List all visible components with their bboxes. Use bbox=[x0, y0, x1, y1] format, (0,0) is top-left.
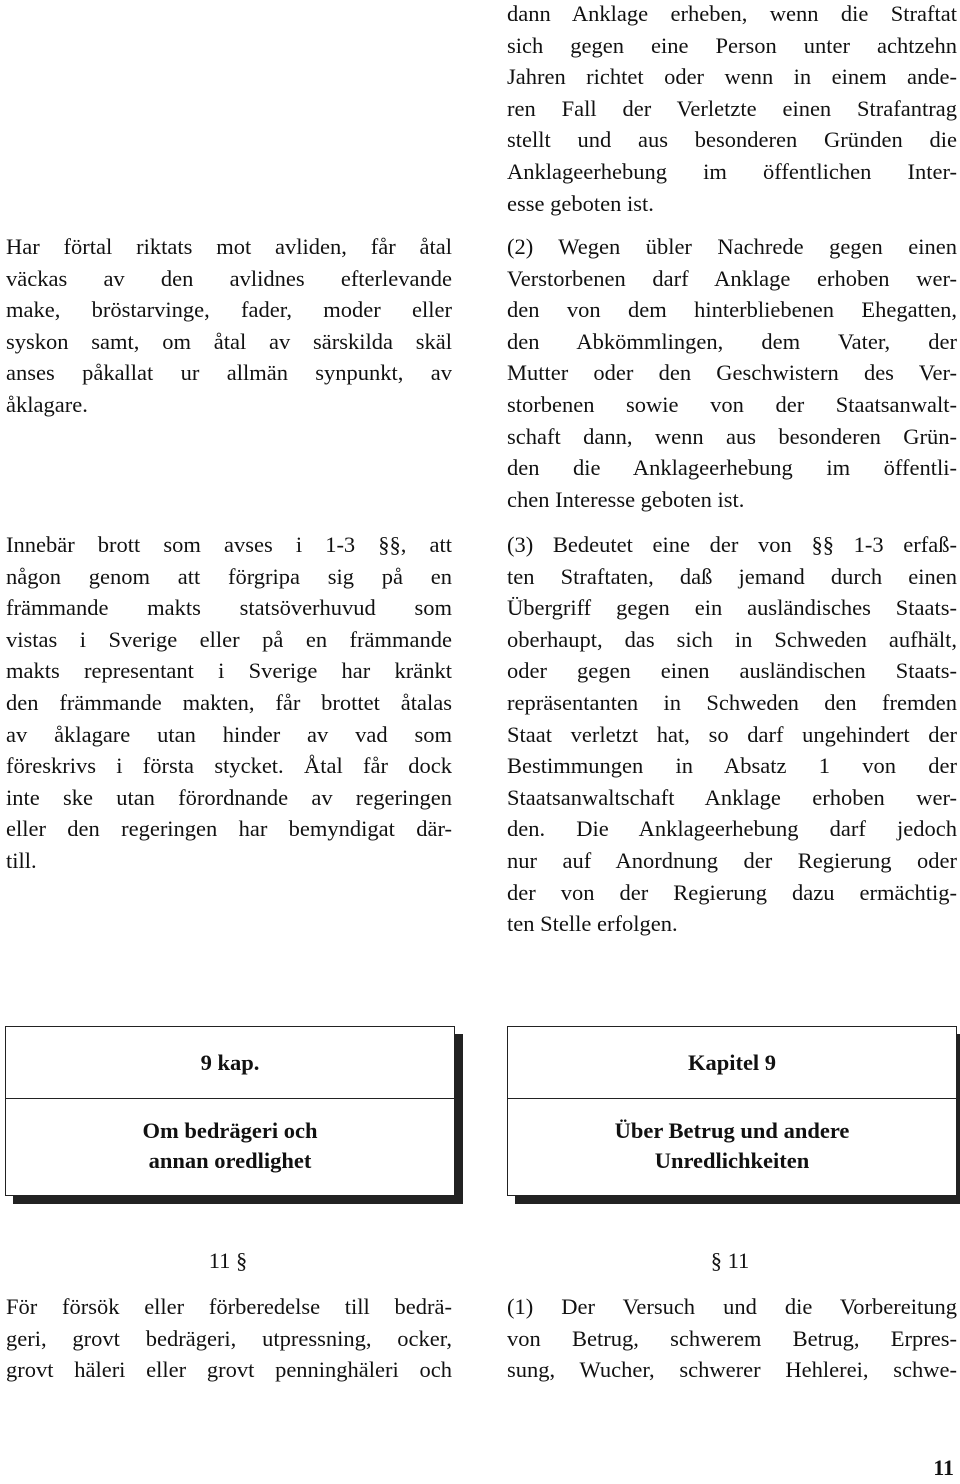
text-line: Anklageerhebung im öffentlichen Inter- bbox=[507, 158, 957, 184]
text-line: Jahren richtet oder wenn in einem ande- bbox=[507, 64, 957, 90]
text-line: vistas i Sverige eller på en främmande bbox=[6, 626, 452, 652]
text-line: åklagare. bbox=[6, 391, 88, 417]
text-line: någon genom att förgripa sig på en bbox=[6, 563, 452, 589]
text-line: sich gegen eine Person unter achtzehn bbox=[507, 32, 957, 58]
text-line: makts representant i Sverige har kränkt bbox=[6, 658, 452, 684]
text-line: ten Straftaten, daß jemand durch einen bbox=[507, 563, 957, 589]
text-line: syskon samt, om åtal av särskilda skäl bbox=[6, 328, 452, 354]
text-line: eller den regeringen har bemyndigat där- bbox=[6, 816, 452, 842]
text-line: av åklagare utan hinder av vad som bbox=[6, 721, 452, 747]
text-line: den die Anklageerhebung im öffentli- bbox=[507, 455, 957, 481]
paragraph-de-3 bbox=[507, 529, 957, 940]
text-line: Mutter oder den Geschwistern des Ver- bbox=[507, 360, 957, 386]
text-line: den von dem hinterbliebenen Ehegatten, bbox=[507, 297, 957, 323]
paragraph-de-2 bbox=[507, 231, 957, 515]
text-line: repräsentanten in Schweden den fremden bbox=[507, 689, 957, 715]
text-line: chen Interesse geboten ist. bbox=[507, 486, 745, 512]
text-line: oder gegen einen ausländischen Staats- bbox=[507, 658, 957, 684]
text-line: esse geboten ist. bbox=[507, 190, 654, 216]
text-line: För försök eller förberedelse till bedrä- bbox=[6, 1294, 452, 1319]
text-line: den Abkömmlingen, dem Vater, der bbox=[507, 328, 957, 354]
text-line: Staatsanwaltschaft Anklage erhoben wer- bbox=[507, 784, 957, 810]
text-line: inte ske utan förordnande av regeringen bbox=[6, 784, 452, 810]
text-line: den främmande makten, får brottet åtalas bbox=[6, 689, 452, 715]
text-line: (3) Bedeutet eine der von §§ 1-3 erfaß- bbox=[507, 532, 957, 557]
text-line: Bestimmungen in Absatz 1 von der bbox=[507, 753, 957, 779]
chapter-title-line: Om bedrägeri och bbox=[142, 1118, 318, 1143]
section-heading-de: § 11 bbox=[710, 1248, 750, 1273]
text-line: dann Anklage erheben, wenn die Straftat bbox=[507, 1, 957, 26]
continuation-paragraph-de bbox=[507, 0, 957, 219]
section-paragraph-de bbox=[507, 1291, 957, 1386]
text-line: Verstorbenen darf Anklage erhoben wer- bbox=[507, 265, 957, 291]
text-line: Staat verletzt hat, so darf ungehindert der bbox=[507, 721, 957, 747]
text-line: grovt häleri eller grovt penninghäleri och bbox=[6, 1357, 452, 1383]
chapter-box-sv bbox=[5, 1026, 455, 1196]
chapter-title bbox=[6, 1099, 454, 1193]
text-line: oberhaupt, das sich in Schweden aufhält, bbox=[507, 626, 957, 652]
page-number: 11 bbox=[933, 1455, 954, 1480]
text-line: till. bbox=[6, 847, 37, 873]
chapter-title-line: annan oredlighet bbox=[148, 1148, 312, 1173]
chapter-number: 9 kap. bbox=[6, 1027, 454, 1099]
text-line: anses påkallat ur allmän synpunkt, av bbox=[6, 360, 452, 386]
text-line: geri, grovt bedrägeri, utpressning, ocker, bbox=[6, 1325, 452, 1351]
text-line: föreskrivs i första stycket. Åtal får dock bbox=[6, 753, 452, 779]
text-line: Har förtal riktats mot avliden, får åtal bbox=[6, 234, 452, 259]
section-paragraph-sv bbox=[6, 1291, 452, 1386]
chapter-title bbox=[508, 1099, 956, 1193]
text-line: schaft dann, wenn aus besonderen Grün- bbox=[507, 423, 957, 449]
text-line: ren Fall der Verletzte einen Strafantrag bbox=[507, 95, 957, 121]
text-line: (2) Wegen übler Nachrede gegen einen bbox=[507, 234, 957, 259]
chapter-number: Kapitel 9 bbox=[508, 1027, 956, 1099]
chapter-box-de bbox=[507, 1026, 957, 1196]
text-line: sung, Wucher, schwerer Hehlerei, schwe- bbox=[507, 1357, 957, 1383]
text-line: (1) Der Versuch und die Vorbereitung bbox=[507, 1294, 957, 1319]
chapter-title-line: Unredlichkeiten bbox=[654, 1148, 810, 1173]
chapter-title-line: Über Betrug und andere bbox=[614, 1118, 850, 1143]
paragraph-sv-3 bbox=[6, 529, 452, 877]
text-line: ten Stelle erfolgen. bbox=[507, 911, 678, 937]
text-line: stellt und aus besonderen Gründen die bbox=[507, 127, 957, 153]
section-heading-sv: 11 § bbox=[208, 1248, 248, 1273]
text-line: den. Die Anklageerhebung darf jedoch bbox=[507, 816, 957, 842]
text-line: von Betrug, schwerem Betrug, Erpres- bbox=[507, 1325, 957, 1351]
text-line: make, bröstarvinge, fader, moder eller bbox=[6, 297, 452, 323]
text-line: storbenen sowie von der Staatsanwalt- bbox=[507, 391, 957, 417]
text-line: Innebär brott som avses i 1-3 §§, att bbox=[6, 532, 452, 557]
text-line: der von der Regierung dazu ermächtig- bbox=[507, 879, 957, 905]
text-line: Übergriff gegen ein ausländisches Staats- bbox=[507, 595, 957, 621]
paragraph-sv-2 bbox=[6, 231, 452, 421]
text-line: främmande makts statsöverhuvud som bbox=[6, 595, 452, 621]
text-line: väckas av den avlidnes efterlevande bbox=[6, 265, 452, 291]
text-line: nur auf Anordnung der Regierung oder bbox=[507, 847, 957, 873]
